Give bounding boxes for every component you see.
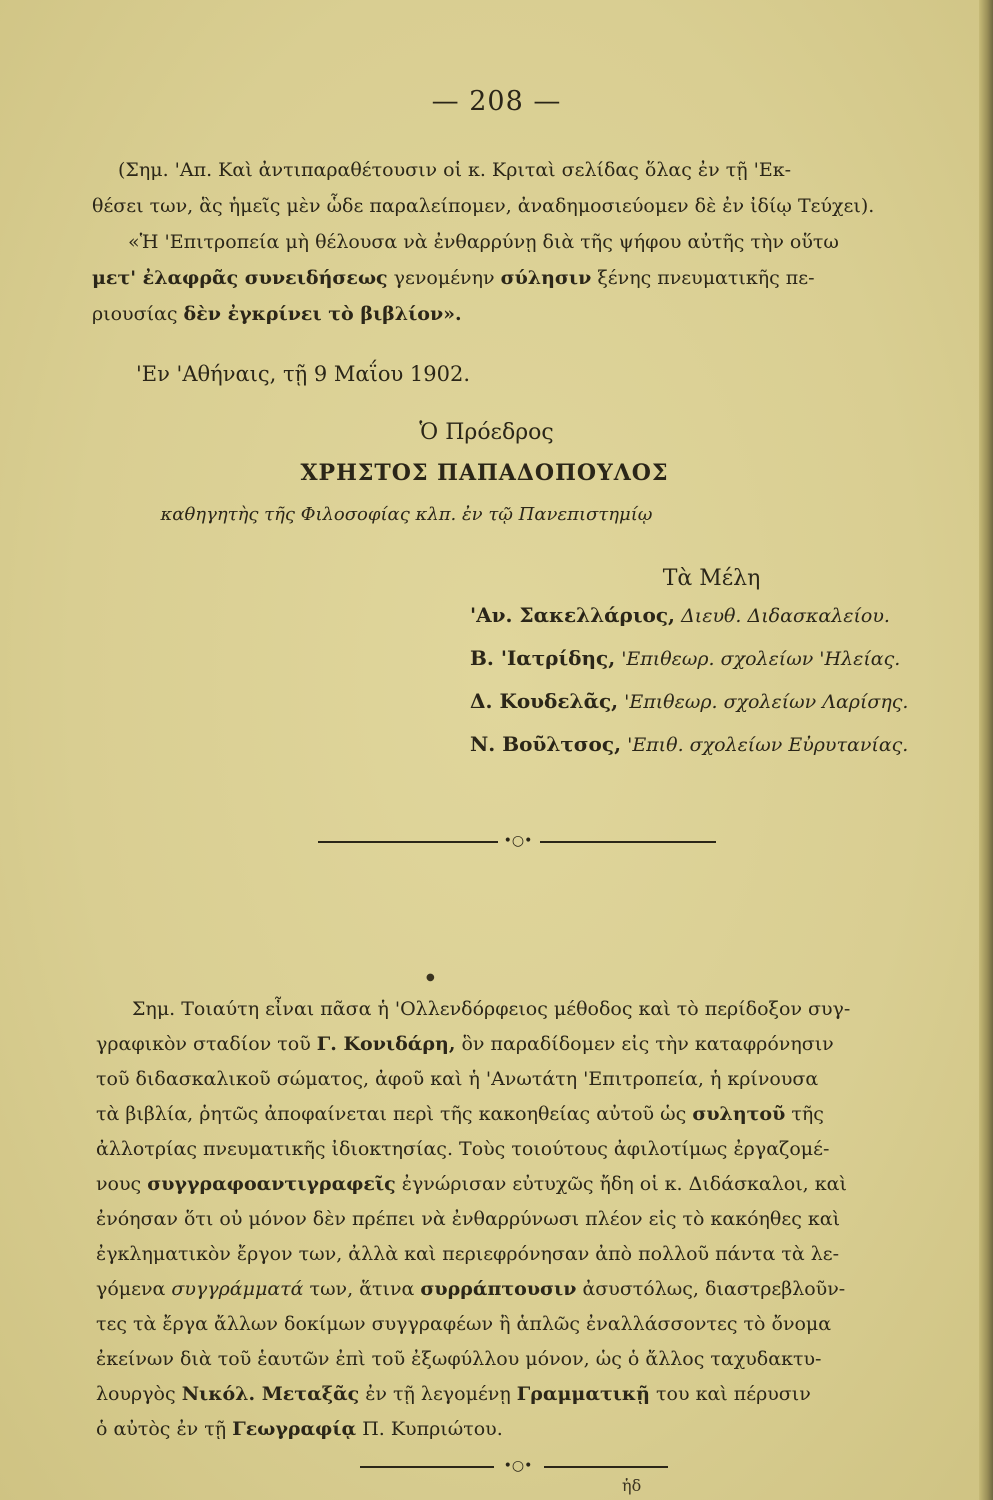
editorial-note [92, 152, 938, 224]
president-name: ΧΡΗΣΤΟΣ ΠΑΠΑΔΟΠΟΥΛΟΣ [300, 460, 669, 486]
remark-line-13 [96, 1412, 940, 1447]
note-line-2: θέσει των, ἃς ἡμεῖς μὲν ὧδε παραλείπομεν, ἀναδημοσιεύομεν δὲ ἐν ἰδίῳ Τεύχει). [92, 195, 875, 217]
remark-l4-end: τῆς [785, 1103, 824, 1125]
remark-line-8: ἐγκληματικὸν ἔργον των, ἀλλὰ καὶ περιεφρόνησαν ἀπὸ πολλοῦ πάντα τὰ λε- [96, 1243, 840, 1265]
remark-l2-start: γραφικὸν σταδίον τοῦ [96, 1033, 317, 1055]
president-label: Ὁ Πρόεδρος [419, 420, 554, 445]
member-row [470, 639, 950, 678]
quote-line-2 [92, 260, 942, 296]
quote-bold-b: σύλησιν [500, 267, 592, 289]
remark-line-5: ἀλλοτρίας πνευματικῆς ἰδιοκτησίας. Τοὺς τοιούτους ἀφιλοτίμως ἐργαζομέ- [96, 1138, 830, 1160]
remark-l6-end: ἐγνώρισαν εὐτυχῶς ἤδη οἱ κ. Διδάσκαλοι, καὶ [395, 1173, 847, 1195]
member-role: 'Επιθεωρ. σχολείων Λαρίσης. [624, 691, 909, 713]
members-label: Τὰ Μέλη [662, 566, 761, 591]
ornament-center: •○• [503, 833, 533, 849]
footer-ornament: •○• [503, 1458, 533, 1474]
remark-line-6 [96, 1167, 940, 1202]
member-role: 'Επιθ. σχολείων Εὐρυτανίας. [627, 734, 909, 756]
ornament-rule-right [540, 841, 716, 843]
quote-bold-a: μετ' ἐλαφρᾶς συνειδήσεως [92, 267, 388, 289]
quote-l3-bold: δὲν ἐγκρίνει τὸ βιβλίον». [183, 303, 462, 325]
remark-l12-mid: ἐν τῇ λεγομένῃ [359, 1383, 517, 1405]
member-name: Ν. Βοῦλτσος, [470, 732, 622, 756]
member-role: Διευθ. Διδασκαλείου. [681, 605, 890, 627]
remark-l9-start: γόμενα [96, 1278, 172, 1300]
remark-l4-bold: συλητοῦ [692, 1103, 786, 1125]
remark-line-1: Σημ. Τοιαύτη εἶναι πᾶσα ἡ 'Ολλενδόρφειος μέθοδος καὶ τὸ περίδοξον συγ- [132, 998, 851, 1020]
member-row [470, 596, 950, 635]
remark-line-7: ἐνόησαν ὅτι οὐ μόνον δὲν πρέπει νὰ ἐνθαρρύνωσι πλέον εἰς τὸ κακόηθες καὶ [96, 1208, 841, 1230]
quote-l3-start: ριουσίας [92, 303, 184, 325]
committee-quote [92, 224, 942, 332]
remark-line-10: τες τὰ ἔργα ἄλλων δοκίμων συγγραφέων ἢ ἁπλῶς ἐναλλάσσοντες τὸ ὄνομα [96, 1313, 832, 1335]
remark-l9-end: ἀσυστόλως, διαστρεβλοῦν- [576, 1278, 846, 1300]
remark-l2-bold: Γ. Κονιδάρη, [316, 1033, 456, 1055]
remark-l12-start: λουργὸς [96, 1383, 182, 1405]
member-name: Δ. Κουδελᾶς, [470, 689, 619, 713]
quote-line-1 [92, 224, 942, 260]
remark-l13-start: ὁ αὐτὸς ἐν τῇ [96, 1418, 233, 1440]
remark-line-3: τοῦ διδασκαλικοῦ σώματος, ἀφοῦ καὶ ἡ 'Ανωτάτη 'Επιτροπεία, ἡ κρίνουσα [96, 1068, 819, 1090]
member-name: 'Αν. Σακελλάριος, [470, 603, 676, 627]
quote-end: ξένης πνευματικῆς πε- [591, 267, 815, 289]
quote-line-3 [92, 296, 942, 332]
remark-l12-bold-a: Νικόλ. Μεταξᾶς [181, 1383, 360, 1405]
remark-line-9 [96, 1272, 940, 1307]
quote-l1: «Ἡ 'Επιτροπεία μὴ θέλουσα νὰ ἐνθαρρύνῃ διὰ τῆς ψήφου αὐτῆς τὴν οὕτω [128, 231, 839, 253]
footer-rule-right [544, 1466, 668, 1468]
remark-l6-start: νους [96, 1173, 148, 1195]
remark-l13-end: Π. Κυπριώτου. [356, 1418, 503, 1440]
remark-paragraph [96, 992, 940, 1447]
remark-l4-start: τὰ βιβλία, ῥητῶς ἀποφαίνεται περὶ τῆς κακοηθείας αὐτοῦ ὡς [96, 1103, 693, 1125]
president-title: καθηγητὴς τῆς Φιλοσοφίας κλπ. ἐν τῷ Πανεπιστημίῳ [160, 504, 653, 525]
remark-line-4 [96, 1097, 940, 1132]
bullet-mark: ● [426, 972, 435, 983]
page-number: — 208 — [431, 86, 562, 117]
remark-l9-italic: συγγράμματά [171, 1278, 304, 1300]
remark-l12-bold-b: Γραμματικῇ [516, 1383, 650, 1405]
remark-l9-mid: των, ἅτινα [303, 1278, 421, 1300]
date-line: 'Εν 'Αθήναις, τῇ 9 Μαΐου 1902. [136, 362, 471, 386]
remark-line-2 [96, 1027, 940, 1062]
member-name: Β. 'Ιατρίδης, [470, 646, 616, 670]
footer-rule-left [360, 1466, 494, 1468]
member-row [470, 725, 950, 764]
remark-l13-bold: Γεωγραφίᾳ [232, 1418, 357, 1440]
remark-l12-end: του καὶ πέρυσιν [649, 1383, 811, 1405]
remark-line-12 [96, 1377, 940, 1412]
remark-l6-bold: συγγραφοαντιγραφεῖς [147, 1173, 396, 1195]
ornament-rule-left [318, 841, 498, 843]
footer-mark: ἡδ [622, 1476, 642, 1495]
note-line-1: (Σημ. 'Απ. Καὶ ἀντιπαραθέτουσιν οἱ κ. Κριταὶ σελίδας ὅλας ἐν τῇ 'Εκ- [118, 159, 792, 181]
members-list [470, 596, 950, 764]
remark-l2-end: ὃν παραδίδομεν εἰς τὴν καταφρόνησιν [455, 1033, 834, 1055]
remark-l9-bold: συρράπτουσιν [420, 1278, 577, 1300]
member-row [470, 682, 950, 721]
member-role: 'Επιθεωρ. σχολείων 'Ηλείας. [621, 648, 901, 670]
page-edge-shadow [979, 0, 993, 1500]
quote-mid: γενομένην [387, 267, 501, 289]
remark-line-11: ἐκείνων διὰ τοῦ ἑαυτῶν ἐπὶ τοῦ ἐξωφύλλου μόνον, ὡς ὁ ἄλλος ταχυδακτυ- [96, 1348, 822, 1370]
